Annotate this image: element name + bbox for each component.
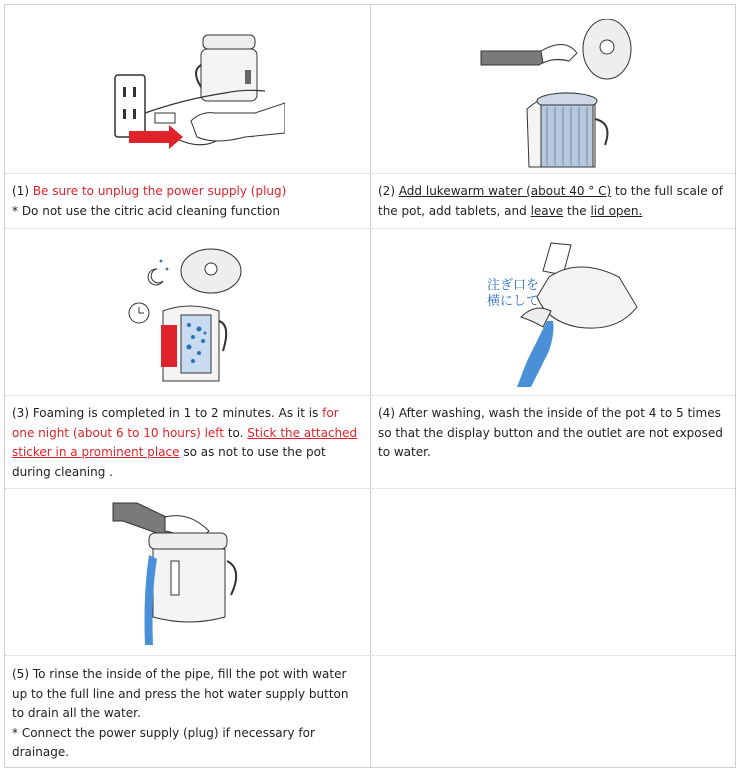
- step-5-note: * Connect the power supply (plug) if necessary for drainage.: [12, 725, 315, 759]
- step-1-warning: Be sure to unplug the power supply (plug): [32, 184, 287, 198]
- row-divider: [5, 488, 735, 489]
- power-outlet-icon: [115, 75, 145, 137]
- thermos-pot-icon: [196, 35, 257, 101]
- drain-water-illustration: [105, 499, 245, 651]
- foaming-illustration: [123, 241, 253, 389]
- plug-icon: [155, 113, 175, 123]
- lukewarm-water-underline: Add lukewarm water (about 40 ° C): [398, 184, 612, 198]
- overnight-warning: for one night (about 6 to 10 hours) left: [12, 406, 339, 440]
- image-caption: 注ぎ口を横にして: [487, 278, 540, 309]
- row-divider: [5, 173, 735, 174]
- step-5-text: (5) To rinse the inside of the pipe, fill the pot with water up to the full line and press the hot water supply button to drain all the water. * Connect the power supply (plug) if necessary for drainage.: [12, 667, 349, 759]
- row-divider: [5, 655, 735, 656]
- water-stream-icon: [517, 321, 554, 387]
- thermos-pot-icon: [149, 533, 236, 622]
- column-divider: [370, 5, 371, 768]
- pour-water-illustration: [481, 237, 641, 389]
- row-divider: [5, 395, 735, 396]
- hand-icon: [541, 44, 577, 63]
- step-4-text: (4) After washing, wash the inside of the pot 4 to 5 times so that the display button and the outlet are not exposed to water.: [378, 406, 723, 459]
- open-lid-illustration: [475, 19, 645, 169]
- step-1-text: [12, 182, 362, 221]
- thermos-pot-icon: [537, 267, 637, 328]
- thermos-pot-icon: [161, 306, 226, 381]
- moon-icon: [148, 269, 163, 285]
- step-1-note: * Do not use the citric acid cleaning function: [12, 203, 280, 218]
- step-2-text: (2) Add lukewarm water (about 40 ° C) to the full scale of the pot, add tablets, and leave the lid open.: [378, 184, 723, 218]
- step-3-text: (3) Foaming is completed in 1 to 2 minutes. As it is for one night (about 6 to 10 hours) left to. Stick the attached sticker in a prominent place so as not to use the pot during cleaning .: [12, 406, 358, 479]
- thermos-pot-icon: [527, 93, 607, 167]
- sticker-warning: Stick the attached sticker in a prominent place: [12, 425, 358, 459]
- step-1-number: (1): [12, 184, 33, 198]
- sticker-icon: [161, 325, 177, 367]
- hand-icon: [191, 103, 285, 141]
- instruction-table: [4, 4, 736, 768]
- unplug-illustration: [105, 25, 285, 157]
- row-divider: [5, 228, 735, 229]
